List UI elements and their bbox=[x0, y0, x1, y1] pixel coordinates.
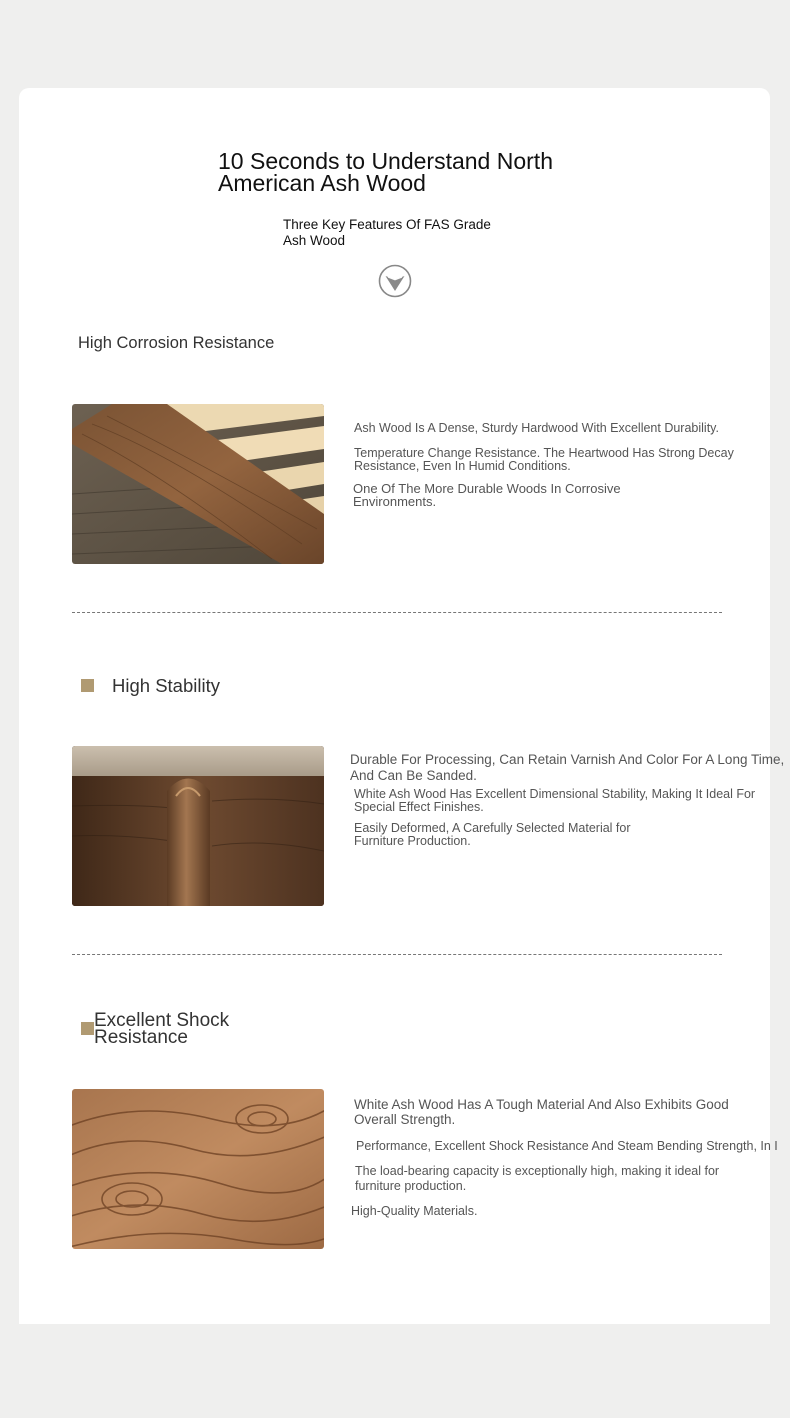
section-bullet bbox=[81, 679, 94, 692]
section-bullet bbox=[81, 1022, 94, 1035]
stability-line-1: Durable For Processing, Can Retain Varnish And Color For A Long Time, And Can Be Sanded. bbox=[350, 752, 785, 783]
corrosion-line-3: One Of The More Durable Woods In Corrosive Environments. bbox=[353, 481, 621, 509]
shock-line-2: Performance, Excellent Shock Resistance And Steam Bending Strength, In I bbox=[356, 1140, 778, 1153]
stability-line-3: Easily Deformed, A Carefully Selected Material for Furniture Production. bbox=[354, 821, 631, 848]
section-title-corrosion: High Corrosion Resistance bbox=[78, 334, 275, 352]
stability-line-1a bbox=[350, 752, 790, 784]
section-title-shock: Excellent Shock Resistance bbox=[94, 1010, 230, 1048]
section-divider bbox=[72, 954, 722, 955]
corrosion-line-2: Temperature Change Resistance. The Heartwood Has Strong Decay Resistance, Even In Humid Conditions. bbox=[354, 446, 734, 473]
ash-wood-grain-image bbox=[72, 1089, 324, 1249]
section-divider bbox=[72, 612, 722, 613]
ash-wood-bed-frame-image bbox=[72, 404, 324, 564]
section-title-stability: High Stability bbox=[112, 675, 220, 696]
page-subtitle: Three Key Features Of FAS Grade Ash Wood bbox=[283, 217, 491, 248]
shock-line-4: High-Quality Materials. bbox=[351, 1204, 478, 1218]
chevron-down-circle-icon[interactable] bbox=[378, 264, 412, 298]
shock-line-3: The load-bearing capacity is exceptionally high, making it ideal for furniture production. bbox=[355, 1164, 720, 1193]
stability-line-2: White Ash Wood Has Excellent Dimensional Stability, Making It Ideal For Special Effect Finishes. bbox=[354, 787, 756, 814]
page-title: 10 Seconds to Understand North American Ash Wood bbox=[218, 148, 553, 196]
corrosion-line-1: Ash Wood Is A Dense, Sturdy Hardwood With Excellent Durability. bbox=[354, 421, 719, 435]
shock-line-1: White Ash Wood Has A Tough Material And Also Exhibits Good Overall Strength. bbox=[354, 1097, 729, 1127]
ash-wood-bed-corner-image bbox=[72, 746, 324, 906]
